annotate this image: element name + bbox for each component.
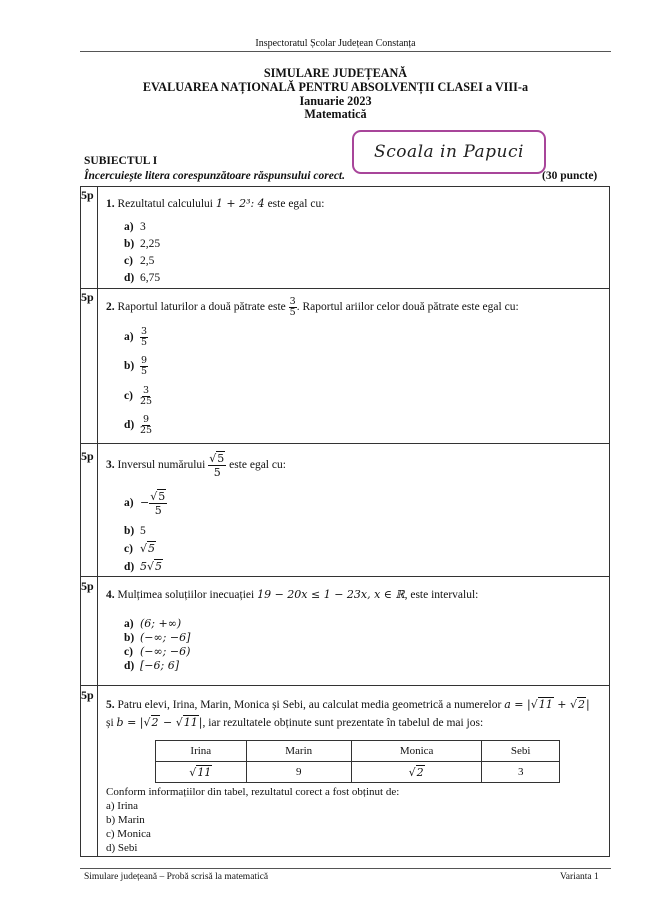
answer-option[interactable]: b) $\frac{9}{5}$ <box>124 355 148 377</box>
table-cell: √2 <box>351 762 482 783</box>
question-points: 5p <box>81 579 94 593</box>
subject-instruction: Încercuiește litera corespunzătoare răspunsului corect. <box>84 170 346 182</box>
row-divider <box>80 288 610 289</box>
question-3 <box>106 452 286 479</box>
table-header-cell: Sebi <box>482 741 560 762</box>
row-divider <box>80 576 610 577</box>
question-5-line-2 <box>106 716 483 729</box>
exam-title-block <box>0 67 671 122</box>
results-table <box>155 740 560 783</box>
answer-option[interactable]: c) 2,5 <box>124 255 155 267</box>
answer-option[interactable]: a) (6; +∞) <box>124 617 182 630</box>
question-text: Inversul numărului <box>117 459 206 472</box>
question-number: 1. <box>106 198 115 210</box>
answer-option[interactable]: a) 3 <box>124 221 146 233</box>
question-4 <box>106 588 478 601</box>
question-number: 2. <box>106 301 115 314</box>
answer-option[interactable]: b) Marin <box>106 814 145 826</box>
answer-option[interactable]: d) 5√5 <box>124 560 163 573</box>
answer-option[interactable]: d) Sebi <box>106 842 138 854</box>
question-text: Rezultatul calculului <box>117 198 213 210</box>
question-2 <box>106 297 519 318</box>
table-header-cell: Monica <box>351 741 482 762</box>
table-header-cell: Irina <box>156 741 247 762</box>
question-number: 5. <box>106 699 115 711</box>
question-5-conclusion: Conform informațiilor din tabel, rezultatul corect a fost obținut de: <box>106 786 400 798</box>
footer-divider <box>80 868 611 869</box>
answer-option[interactable]: d) 6,75 <box>124 272 161 284</box>
table-header-row <box>156 741 560 762</box>
math-expression: b = |√2 − √11| <box>116 716 203 729</box>
answer-option[interactable]: a) $\frac{3}{5}$ <box>124 326 148 348</box>
table-cell: √11 <box>156 762 247 783</box>
answer-option[interactable]: a) − $\frac{√5}{5}$ <box>124 490 166 517</box>
answer-option[interactable]: b) 5 <box>124 525 146 537</box>
table-cell: 3 <box>482 762 560 783</box>
question-points: 5p <box>81 449 94 463</box>
question-text: Mulțimea soluțiilor inecuației <box>117 589 255 601</box>
header-divider <box>80 51 611 52</box>
table-row <box>156 762 560 783</box>
answer-option[interactable]: d) $\frac{9}{25}$ <box>124 414 153 436</box>
watermark-stamp: Scoala in Papuci <box>352 130 546 174</box>
footer-left: Simulare județeană – Probă scrisă la matematică <box>84 872 269 882</box>
footer-right: Varianta 1 <box>560 872 599 882</box>
question-text: , iar rezultatele obținute sunt prezentate în tabelul de mai jos: <box>202 717 484 729</box>
subject-points: (30 puncte) <box>542 170 598 182</box>
exam-title-line: SIMULARE JUDEȚEANĂ <box>263 66 408 80</box>
answer-option[interactable]: b) 2,25 <box>124 238 161 250</box>
question-points: 5p <box>81 188 94 202</box>
math-expression: a = |√11 + √2| <box>504 698 590 711</box>
exam-date: Ianuarie 2023 <box>299 93 372 108</box>
question-text: și <box>106 717 114 729</box>
fraction: $\frac{3}{5}$ <box>289 296 296 318</box>
question-points: 5p <box>81 290 94 304</box>
question-text: este egal cu: <box>267 198 325 210</box>
points-column-divider <box>97 186 98 857</box>
table-header-cell: Marin <box>246 741 351 762</box>
answer-option[interactable]: b) (−∞; −6] <box>124 631 191 644</box>
question-text: Patru elevi, Irina, Marin, Monica și Sebi, au calculat media geometrică a numerelor <box>117 699 502 711</box>
question-5-line-1 <box>106 698 606 711</box>
answer-option[interactable]: c) (−∞; −6) <box>124 645 191 658</box>
question-text: , este intervalul: <box>404 589 479 601</box>
math-expression: 1 + 2³: 4 <box>215 197 265 210</box>
question-text: . Raportul ariilor celor două pătrate este egal cu: <box>296 301 519 314</box>
fraction: $\frac{√5}{5}$ <box>209 452 225 479</box>
math-expression: 19 − 20x ≤ 1 − 23x, x ∈ ℝ <box>257 588 405 601</box>
answer-option[interactable]: d) [−6; 6] <box>124 659 179 672</box>
exam-title-line: EVALUAREA NAȚIONALĂ PENTRU ABSOLVENȚII CLASEI a VIII-a <box>142 79 529 94</box>
row-divider <box>80 685 610 686</box>
question-points: 5p <box>81 688 94 702</box>
question-number: 3. <box>106 459 115 472</box>
table-cell: 9 <box>246 762 351 783</box>
question-text: este egal cu: <box>229 459 286 472</box>
inspectorate-header: Inspectoratul Școlar Județean Constanța <box>255 38 416 49</box>
subject-title: SUBIECTUL I <box>84 155 158 167</box>
row-divider <box>80 443 610 444</box>
question-text: Raportul laturilor a două pătrate este <box>117 301 286 314</box>
question-1 <box>106 197 324 210</box>
answer-option[interactable]: c) Monica <box>106 828 151 840</box>
answer-option[interactable]: a) Irina <box>106 800 139 812</box>
exam-subject: Matematică <box>304 107 367 122</box>
question-number: 4. <box>106 589 115 601</box>
answer-option[interactable]: c) √5 <box>124 542 156 555</box>
answer-option[interactable]: c) $\frac{3}{25}$ <box>124 385 153 407</box>
